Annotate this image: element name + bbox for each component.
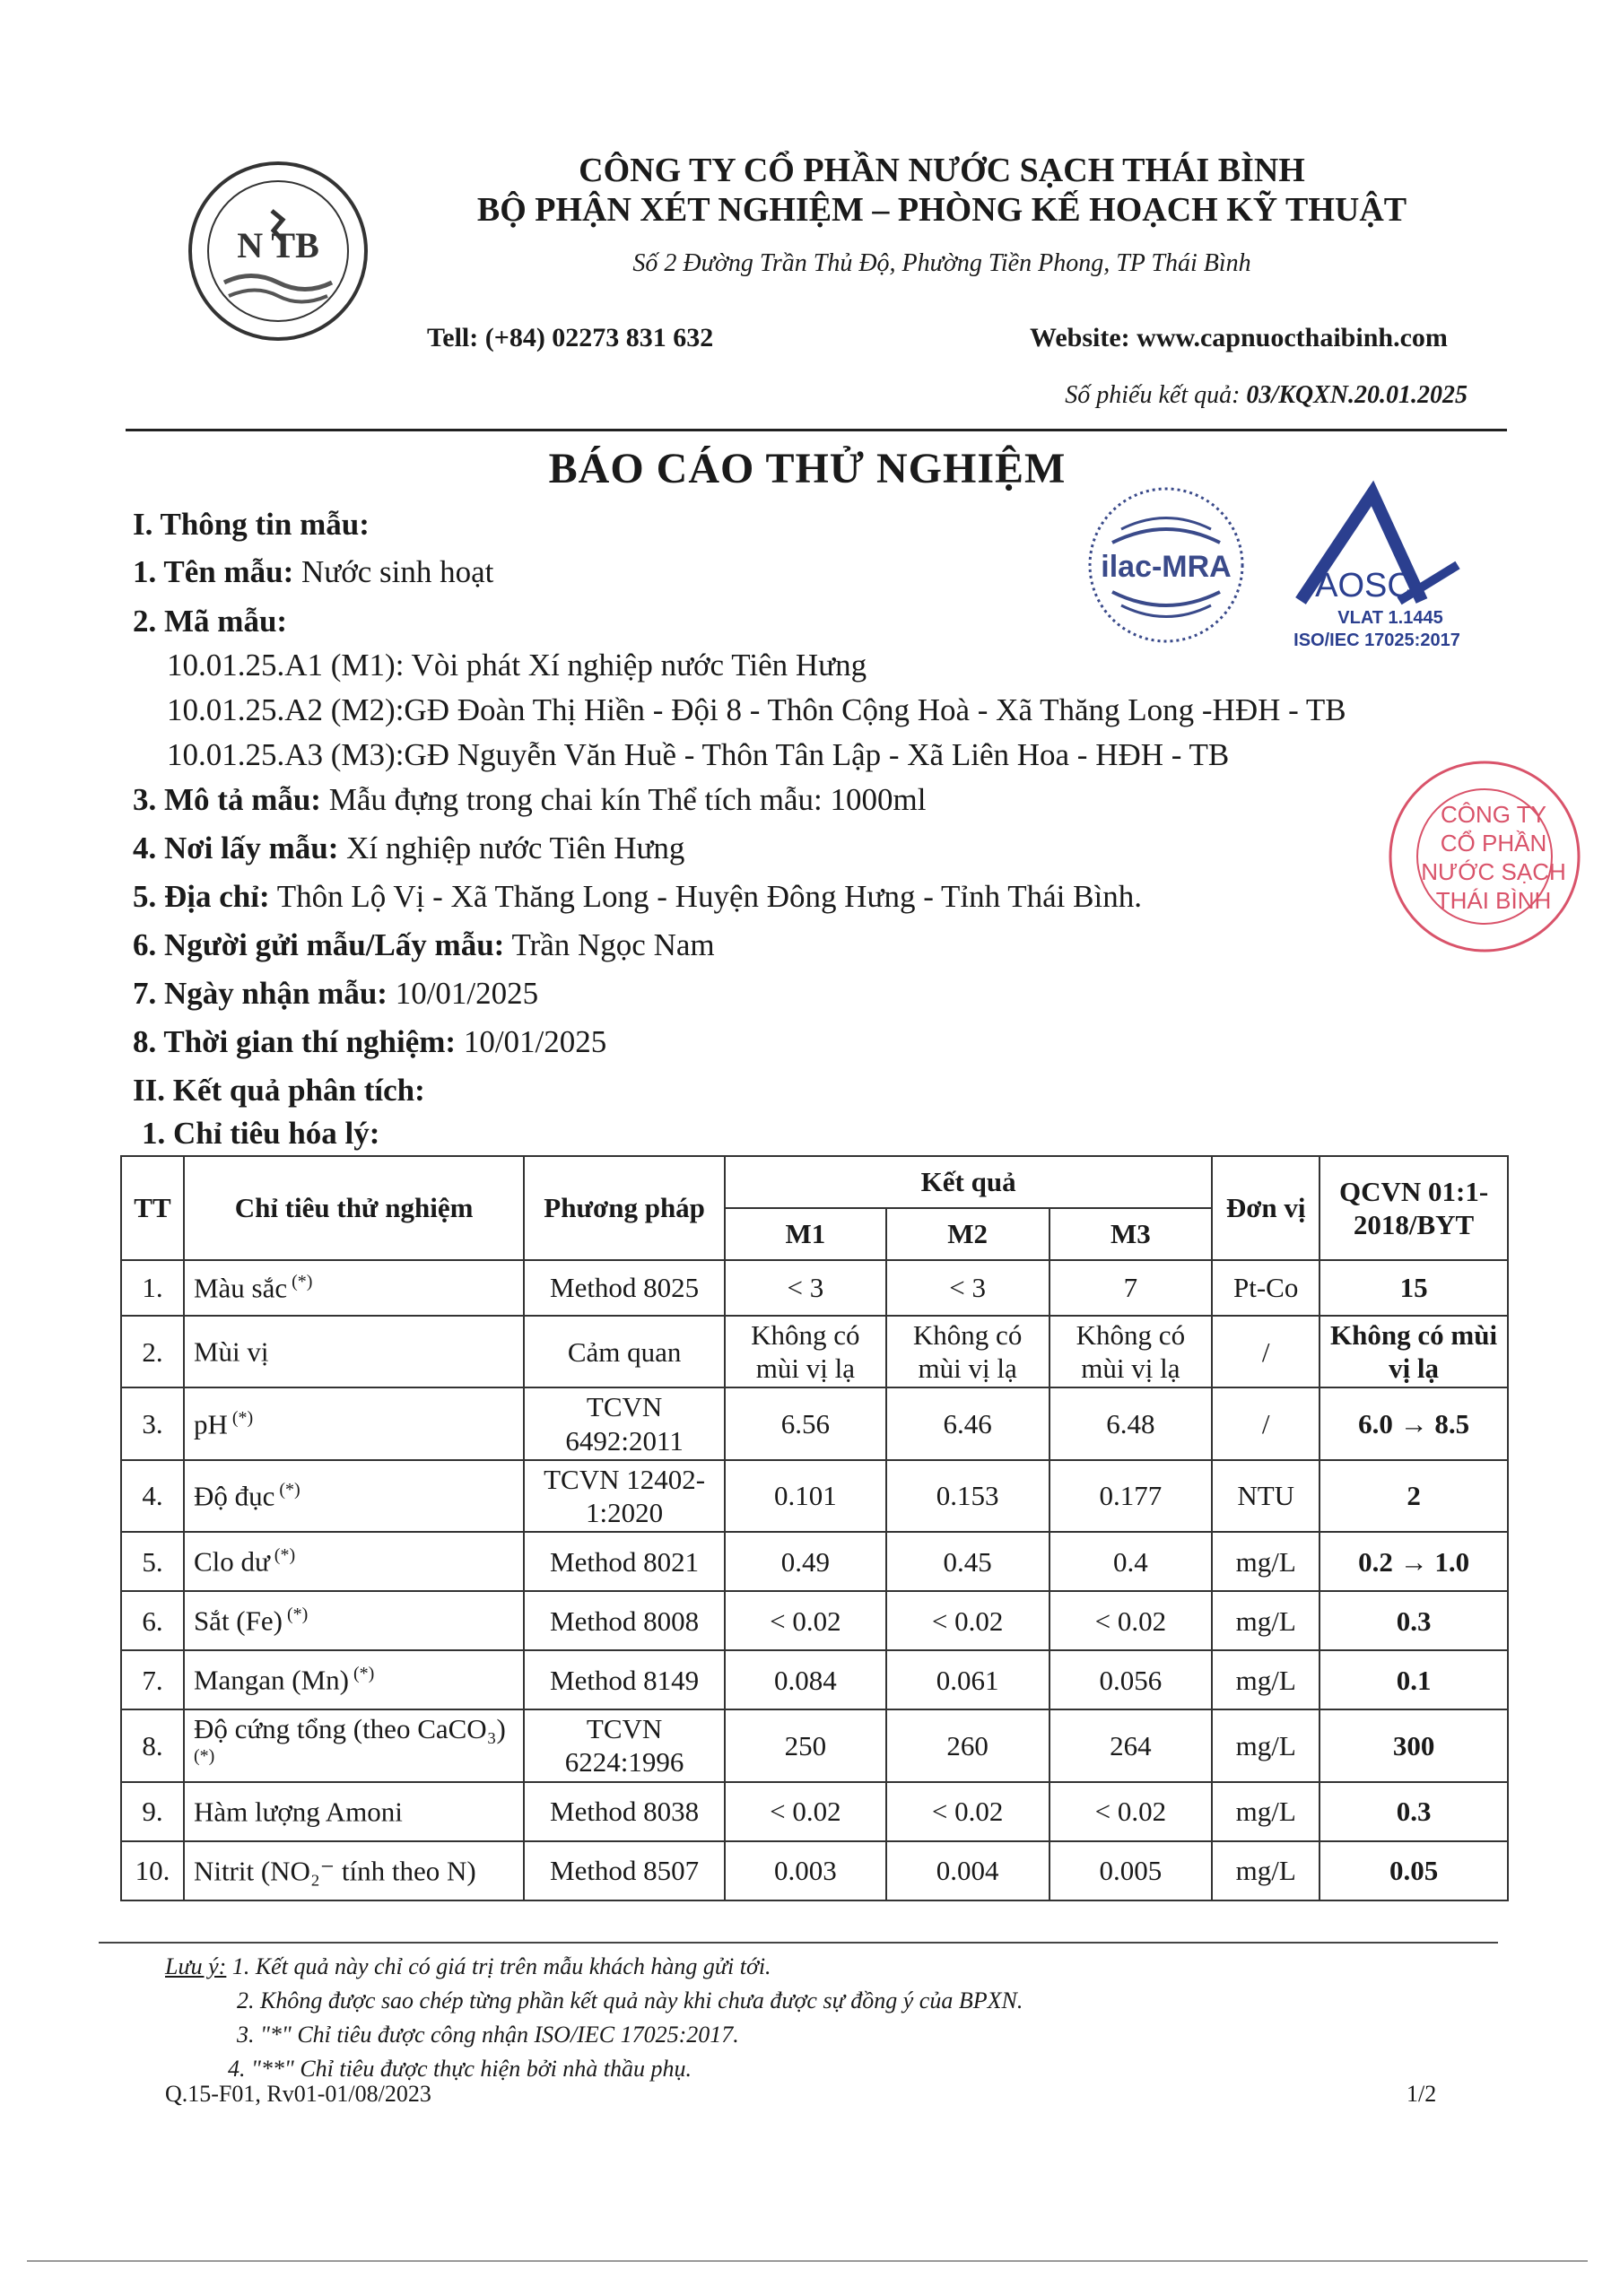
row-limit-text: 15: [1399, 1272, 1428, 1304]
notes-divider: [99, 1942, 1498, 1944]
row-indicator-text: Độ cứng tổng (theo CaCO₃): [193, 1713, 506, 1745]
row-limit-text: Không có mùi vị lạ: [1330, 1319, 1498, 1385]
received-date: 7. Ngày nhận mẫu: 10/01/2025: [133, 976, 539, 1011]
row-indicator-text: Sắt (Fe): [193, 1605, 283, 1637]
row-m1-text: 0.49: [780, 1545, 830, 1578]
report-number-label: Số phiếu kết quả:: [1065, 381, 1247, 409]
row-m1-text: 6.56: [780, 1407, 830, 1439]
row-limit: [1320, 1387, 1508, 1459]
sample-name: 1. Tên mẫu: Nước sinh hoạt: [133, 554, 494, 589]
row-m1: [725, 1591, 886, 1650]
row-method-text: TCVN 6492:2011: [565, 1391, 684, 1457]
row-unit: [1212, 1591, 1320, 1650]
row-tt: [121, 1532, 184, 1591]
row-m1: [725, 1782, 886, 1841]
row-m2-text: 0.004: [936, 1855, 999, 1887]
row-unit: [1212, 1316, 1320, 1387]
row-m3: [1050, 1260, 1213, 1316]
header-qcvn: QCVN 01:1-2018/BYT: [1320, 1156, 1508, 1260]
ilac-text: ilac-MRA: [1101, 550, 1232, 584]
row-method-text: TCVN 12402-1:2020: [544, 1463, 706, 1528]
sampling-place: 4. Nơi lấy mẫu: Xí nghiệp nước Tiên Hưng: [133, 831, 685, 865]
row-indicator-text: Mùi vị: [193, 1335, 269, 1368]
row-tt-text: 4.: [142, 1480, 163, 1512]
row-m2-text: 6.46: [943, 1407, 992, 1439]
aosc-text: AOSC: [1315, 567, 1412, 604]
row-m1-text: 0.101: [773, 1480, 837, 1512]
row-tt: [121, 1841, 184, 1900]
row-indicator-text: pH: [193, 1408, 228, 1440]
row-m3-text: < 0.02: [1094, 1605, 1167, 1637]
row-indicator: [184, 1532, 524, 1591]
row-m2-text: < 0.02: [931, 1796, 1004, 1828]
table-row: [121, 1591, 1508, 1650]
row-limit: [1320, 1650, 1508, 1709]
row-m1: [725, 1460, 886, 1532]
accredited-mark: (*): [282, 1605, 309, 1625]
table-row: [121, 1387, 1508, 1459]
row-m3: [1050, 1591, 1213, 1650]
row-unit-text: mg/L: [1235, 1605, 1296, 1637]
svg-text:N TB: N TB: [237, 225, 319, 265]
row-method: [524, 1841, 725, 1900]
vlat-text: VLAT 1.1445: [1337, 608, 1443, 628]
row-m2: [886, 1460, 1050, 1532]
row-unit: [1212, 1260, 1320, 1316]
row-indicator: [184, 1460, 524, 1532]
row-indicator: [184, 1387, 524, 1459]
header-method: Phương pháp: [524, 1156, 725, 1260]
row-m2-text: 0.153: [936, 1480, 999, 1512]
row-method-text: Method 8008: [550, 1605, 700, 1637]
row-indicator: [184, 1709, 524, 1782]
row-limit-text: 2: [1407, 1480, 1421, 1512]
aosc-logo: [1265, 475, 1471, 655]
row-method-text: Method 8149: [550, 1664, 700, 1696]
stamp-line-1: CÔNG TY: [1441, 801, 1546, 828]
table-row: [121, 1316, 1508, 1387]
row-m3: [1050, 1460, 1213, 1532]
row-unit: [1212, 1387, 1320, 1459]
accredited-mark: (*): [227, 1407, 254, 1428]
company-website: Website: www.capnuocthaibinh.com: [1030, 323, 1448, 352]
report-number-value: 03/KQXN.20.01.2025: [1246, 381, 1468, 409]
row-indicator-text: Mangan (Mn): [193, 1664, 349, 1696]
row-indicator: [184, 1782, 524, 1841]
row-limit: [1320, 1460, 1508, 1532]
row-indicator: [184, 1591, 524, 1650]
row-m2: [886, 1532, 1050, 1591]
row-m1: [725, 1316, 886, 1387]
row-tt-text: 9.: [142, 1796, 163, 1828]
row-indicator-text: Clo dư: [193, 1545, 270, 1578]
company-logo: [184, 157, 372, 345]
row-unit-text: /: [1261, 1335, 1270, 1368]
header-m2: M2: [886, 1208, 1050, 1260]
row-indicator-text: Nitrit (NO₂⁻ tính theo N): [193, 1855, 476, 1887]
company-address: Số 2 Đường Trần Thủ Độ, Phường Tiền Phong, TP Thái Bình: [632, 249, 1251, 277]
row-limit-text: 0.05: [1389, 1855, 1439, 1887]
row-m2: [886, 1841, 1050, 1900]
row-m2-text: Không có mùi vị lạ: [912, 1319, 1023, 1385]
row-tt-text: 2.: [142, 1335, 163, 1368]
row-method-text: Method 8021: [550, 1545, 700, 1578]
department-name: BỘ PHẬN XÉT NGHIỆM – PHÒNG KẾ HOẠCH KỸ THUẬT: [476, 191, 1407, 229]
row-unit-text: mg/L: [1235, 1545, 1296, 1578]
row-unit-text: NTU: [1237, 1480, 1295, 1512]
row-m3-text: 6.48: [1106, 1407, 1155, 1439]
sampling-address: 5. Địa chỉ: Thôn Lộ Vị - Xã Thăng Long - Huyện Đông Hưng - Tỉnh Thái Bình.: [133, 879, 1142, 914]
row-m3: [1050, 1650, 1213, 1709]
table-row: [121, 1532, 1508, 1591]
table-row: [121, 1260, 1508, 1316]
row-m1-text: < 0.02: [770, 1796, 841, 1828]
row-unit: [1212, 1650, 1320, 1709]
row-tt-text: 10.: [135, 1855, 170, 1887]
row-unit-text: Pt-Co: [1233, 1272, 1299, 1304]
row-method: [524, 1387, 725, 1459]
note-1: Lưu ý: 1. Kết quả này chỉ có giá trị trên mẫu khách hàng gửi tới.: [165, 1953, 771, 1979]
row-m2-text: 0.45: [943, 1545, 992, 1578]
row-method-text: Method 8507: [550, 1855, 700, 1887]
header-tt: TT: [121, 1156, 184, 1260]
row-unit-text: mg/L: [1235, 1664, 1296, 1696]
row-tt: [121, 1650, 184, 1709]
row-unit: [1212, 1532, 1320, 1591]
row-m3: [1050, 1709, 1213, 1782]
row-m1-text: < 3: [787, 1272, 824, 1304]
row-m3-text: 0.4: [1113, 1545, 1148, 1578]
row-tt: [121, 1316, 184, 1387]
row-tt: [121, 1782, 184, 1841]
iso-text: ISO/IEC 17025:2017: [1293, 631, 1460, 650]
row-unit: [1212, 1782, 1320, 1841]
note-3: 3. "*" Chỉ tiêu được công nhận ISO/IEC 17025:2017.: [237, 2022, 739, 2048]
row-tt: [121, 1460, 184, 1532]
header-indicator: Chỉ tiêu thử nghiệm: [184, 1156, 524, 1260]
row-m2-text: 260: [946, 1729, 989, 1761]
ilac-mra-logo: [1081, 480, 1251, 650]
row-m1: [725, 1841, 886, 1900]
table-row: [121, 1709, 1508, 1782]
row-m1: [725, 1650, 886, 1709]
row-m3-text: < 0.02: [1094, 1796, 1167, 1828]
section-sample-info: I. Thông tin mẫu:: [133, 507, 370, 542]
row-m3-text: 264: [1110, 1729, 1152, 1761]
row-limit: [1320, 1532, 1508, 1591]
test-date: 8. Thời gian thí nghiệm: 10/01/2025: [133, 1024, 607, 1059]
row-tt: [121, 1591, 184, 1650]
row-method: [524, 1532, 725, 1591]
company-stamp: [1381, 740, 1588, 973]
row-method: [524, 1460, 725, 1532]
accredited-mark: (*): [274, 1480, 300, 1500]
header-m1: M1: [725, 1208, 886, 1260]
row-m1-text: < 0.02: [770, 1605, 841, 1637]
row-m2: [886, 1260, 1050, 1316]
row-limit-text: 0.1: [1396, 1664, 1432, 1696]
row-method-text: Method 8038: [550, 1796, 700, 1828]
row-m1: [725, 1532, 886, 1591]
row-m2: [886, 1591, 1050, 1650]
row-m1-text: 0.003: [773, 1855, 837, 1887]
row-method: [524, 1260, 725, 1316]
row-limit-text: 0.3: [1396, 1605, 1432, 1637]
row-m3: [1050, 1316, 1213, 1387]
row-tt-text: 1.: [142, 1272, 163, 1304]
row-m3-text: 0.056: [1099, 1664, 1163, 1696]
report-title: BÁO CÁO THỬ NGHIỆM: [548, 445, 1067, 492]
row-method-text: Cảm quan: [567, 1335, 682, 1368]
note-2: 2. Không được sao chép từng phần kết quả này khi chưa được sự đồng ý của BPXN.: [237, 1987, 1023, 2013]
row-method: [524, 1650, 725, 1709]
row-m3: [1050, 1532, 1213, 1591]
row-tt-text: 3.: [142, 1407, 163, 1439]
row-limit: [1320, 1316, 1508, 1387]
row-m2-text: 0.061: [936, 1664, 999, 1696]
row-method-text: Method 8025: [550, 1272, 700, 1304]
results-table: [120, 1155, 1509, 1901]
row-m1: [725, 1387, 886, 1459]
subsection-physchem: 1. Chỉ tiêu hóa lý:: [142, 1116, 380, 1151]
row-m1-text: Không có mùi vị lạ: [751, 1319, 860, 1385]
table-row: [121, 1782, 1508, 1841]
row-m3: [1050, 1387, 1213, 1459]
row-m1-text: 250: [784, 1729, 827, 1761]
row-indicator: [184, 1650, 524, 1709]
row-unit-text: mg/L: [1235, 1855, 1296, 1887]
table-row: [121, 1460, 1508, 1532]
row-m2: [886, 1782, 1050, 1841]
row-m2: [886, 1650, 1050, 1709]
row-method-text: TCVN 6224:1996: [564, 1713, 684, 1779]
row-method: [524, 1709, 725, 1782]
row-unit: [1212, 1709, 1320, 1782]
row-unit: [1212, 1460, 1320, 1532]
section-results: II. Kết quả phân tích:: [133, 1073, 425, 1108]
row-m2-text: < 3: [949, 1272, 986, 1304]
accredited-mark: (*): [348, 1664, 375, 1684]
row-tt-text: 5.: [142, 1545, 163, 1578]
header-unit: Đơn vị: [1212, 1156, 1320, 1260]
row-tt: [121, 1709, 184, 1782]
row-m2: [886, 1709, 1050, 1782]
row-unit-text: mg/L: [1235, 1729, 1296, 1761]
row-m1: [725, 1260, 886, 1316]
report-number: [1065, 381, 1468, 410]
page-number: 1/2: [1407, 2081, 1437, 2107]
row-m3-text: 0.005: [1099, 1855, 1163, 1887]
row-indicator-text: Màu sắc: [193, 1272, 288, 1304]
row-m2: [886, 1387, 1050, 1459]
row-method: [524, 1782, 725, 1841]
company-name: CÔNG TY CỔ PHẦN NƯỚC SẠCH THÁI BÌNH: [579, 152, 1305, 189]
row-limit: [1320, 1782, 1508, 1841]
row-tt: [121, 1260, 184, 1316]
sample-code-2: 10.01.25.A2 (M2):GĐ Đoàn Thị Hiền - Đội 8 - Thôn Cộng Hoà - Xã Thăng Long -HĐH - TB: [167, 692, 1346, 727]
sample-description: 3. Mô tả mẫu: Mẫu đựng trong chai kín Thể tích mẫu: 1000ml: [133, 782, 927, 817]
row-indicator-text: Hàm lượng Amoni: [193, 1796, 403, 1828]
row-m3: [1050, 1841, 1213, 1900]
row-tt-text: 8.: [142, 1729, 163, 1761]
row-m3: [1050, 1782, 1213, 1841]
row-limit: [1320, 1591, 1508, 1650]
row-limit: [1320, 1260, 1508, 1316]
row-tt-text: 6.: [142, 1605, 163, 1637]
row-m3-text: 0.177: [1099, 1480, 1163, 1512]
row-m1: [725, 1709, 886, 1782]
sample-code-3: 10.01.25.A3 (M3):GĐ Nguyễn Văn Huề - Thôn Tân Lập - Xã Liên Hoa - HĐH - TB: [167, 737, 1230, 772]
accredited-mark: (*): [269, 1545, 296, 1566]
company-tel: Tell: (+84) 02273 831 632: [427, 323, 714, 352]
row-unit: [1212, 1841, 1320, 1900]
row-m1-text: 0.084: [773, 1664, 837, 1696]
accredited-mark: (*): [287, 1272, 313, 1292]
table-row: [121, 1650, 1508, 1709]
sample-code-1: 10.01.25.A1 (M1): Vòi phát Xí nghiệp nước Tiên Hưng: [167, 648, 867, 683]
sample-sender: 6. Người gửi mẫu/Lấy mẫu: Trần Ngọc Nam: [133, 927, 715, 962]
stamp-line-4: THÁI BÌNH: [1435, 887, 1552, 914]
row-tt: [121, 1387, 184, 1459]
stamp-line-2: CỔ PHẦN: [1440, 830, 1547, 857]
row-limit: [1320, 1841, 1508, 1900]
row-unit-text: mg/L: [1235, 1796, 1296, 1828]
row-m2: [886, 1316, 1050, 1387]
header-divider: [126, 429, 1507, 431]
row-limit-text: 6.0 → 8.5: [1358, 1407, 1470, 1439]
row-m3-text: 7: [1123, 1272, 1138, 1304]
header-result: Kết quả: [725, 1156, 1212, 1208]
row-method: [524, 1316, 725, 1387]
row-limit: [1320, 1709, 1508, 1782]
row-unit-text: /: [1261, 1407, 1270, 1439]
sample-code-label: 2. Mã mẫu:: [133, 604, 288, 639]
row-tt-text: 7.: [142, 1664, 163, 1696]
row-m3-text: Không có mùi vị lạ: [1076, 1319, 1186, 1385]
form-code: Q.15-F01, Rv01-01/08/2023: [165, 2081, 431, 2107]
row-limit-text: 0.2 → 1.0: [1358, 1545, 1470, 1578]
page-bottom-line: [27, 2260, 1588, 2262]
table-row: [121, 1841, 1508, 1900]
row-indicator: [184, 1841, 524, 1900]
note-4: 4. "**" Chỉ tiêu được thực hiện bởi nhà thầu phụ.: [228, 2056, 692, 2082]
row-limit-text: 300: [1392, 1729, 1435, 1761]
header-m3: M3: [1050, 1208, 1213, 1260]
row-indicator: [184, 1260, 524, 1316]
row-limit-text: 0.3: [1396, 1796, 1432, 1828]
row-indicator: [184, 1316, 524, 1387]
stamp-line-3: NƯỚC SẠCH: [1421, 858, 1566, 885]
row-m2-text: < 0.02: [931, 1605, 1004, 1637]
row-indicator-text: Độ đục: [193, 1480, 275, 1512]
row-method: [524, 1591, 725, 1650]
accredited-mark: (*): [193, 1746, 215, 1767]
